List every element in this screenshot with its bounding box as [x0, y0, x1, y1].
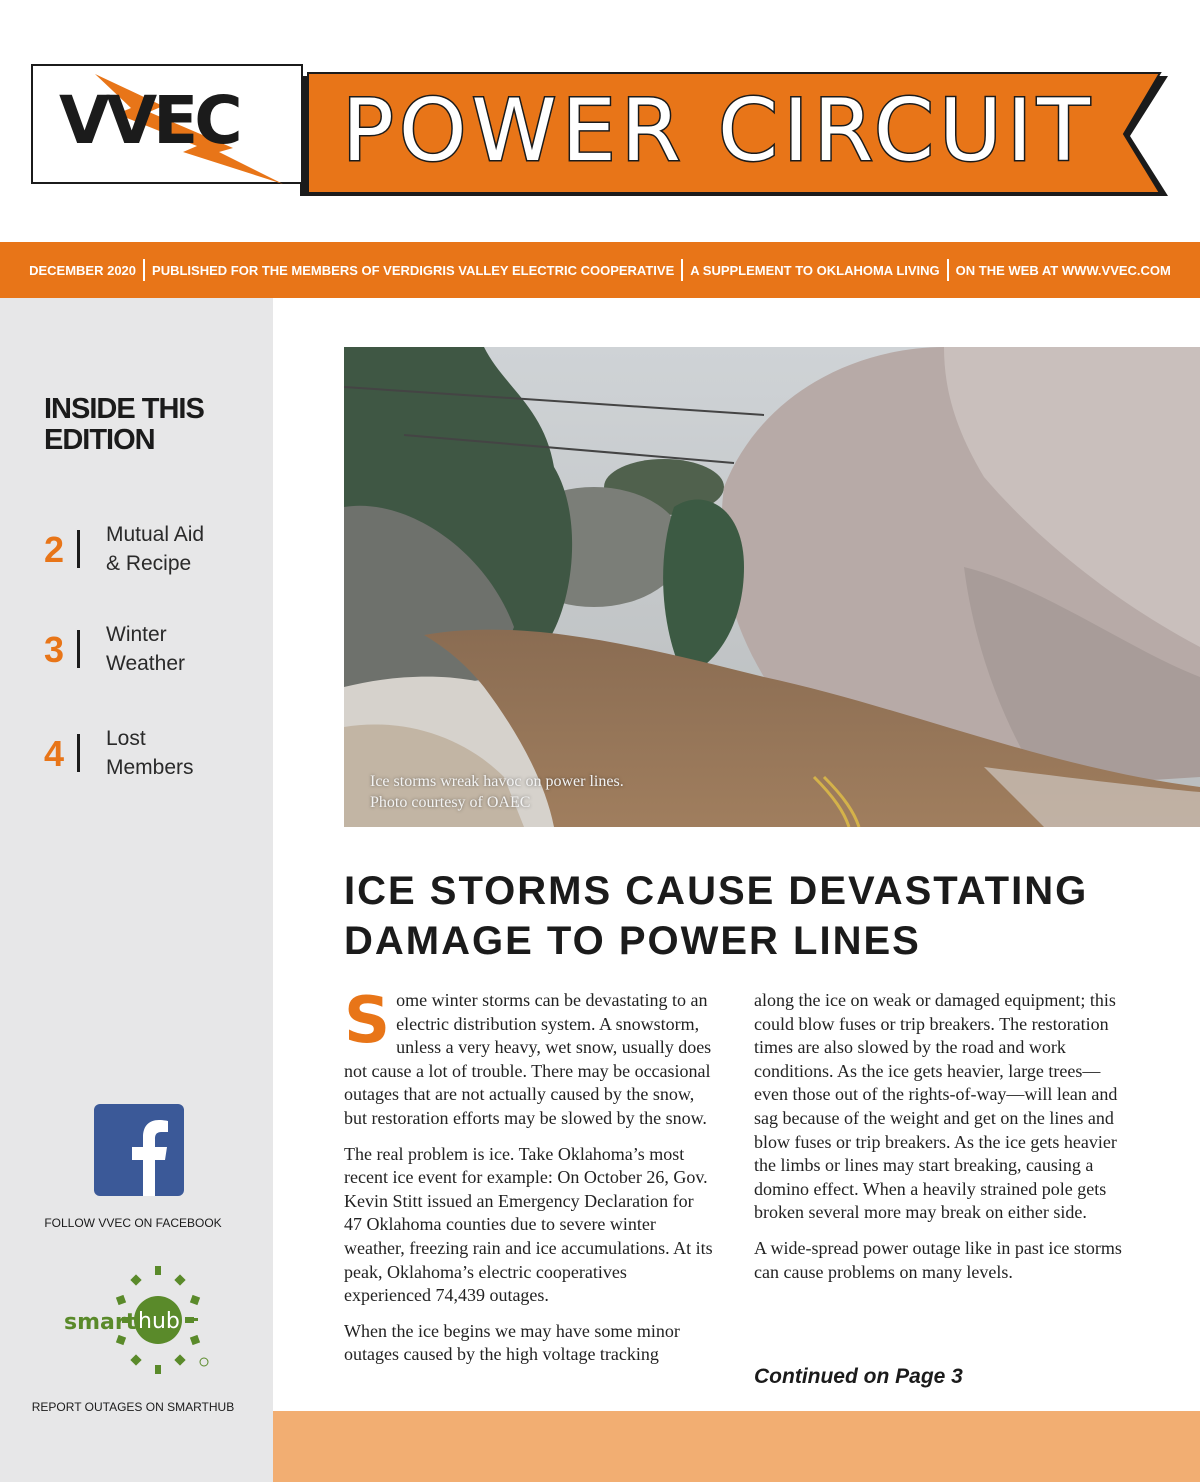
photo-caption [370, 771, 624, 813]
toc-item-page-4[interactable] [44, 724, 264, 784]
article-column-left [344, 984, 714, 1379]
smarthub-link[interactable] [30, 1264, 236, 1424]
masthead [0, 0, 1200, 242]
smarthub-logo-smart: smart [64, 1310, 137, 1335]
article-column-right [754, 989, 1124, 1296]
facebook-caption: FOLLOW VVEC ON FACEBOOK [44, 1216, 222, 1230]
smarthub-logo-hub: hub [138, 1309, 180, 1334]
facebook-icon[interactable] [94, 1104, 184, 1196]
issue-date: DECEMBER 2020 [29, 262, 137, 278]
toc-page-number: 3 [44, 629, 65, 670]
website-link[interactable]: ON THE WEB AT WWW.VVEC.COM [955, 262, 1171, 278]
toc-item-page-2[interactable] [44, 520, 264, 580]
toc-divider [77, 734, 80, 772]
toc-item-page-3[interactable] [44, 620, 264, 680]
toc-page-number: 4 [44, 733, 65, 774]
info-bar [0, 242, 1200, 298]
toc-divider [77, 530, 80, 568]
smarthub-caption: REPORT OUTAGES ON SMARTHUB [31, 1400, 235, 1414]
vvec-logo[interactable] [31, 64, 303, 184]
toc-title [106, 520, 266, 578]
article-paragraph-text: ome winter storms can be devastating to an electric distribution system. A snowstorm, unless a very heavy, wet snow, usually does not cause a lot of trouble. There may be occasional outages that are not actually caused by the snow, but restoration efforts may be slowed by the snow. [344, 990, 712, 1128]
publication-title: POWER CIRCUIT [342, 81, 1095, 181]
article-paragraph: The real problem is ice. Take Oklahoma’s most recent ice event for example: On October 26, Gov. Kevin Stitt issued an Emergency Declaration for 47 Oklahoma counties due to severe winter weather, freezing rain and ice accumulations. At its peak, Oklahoma’s electric cooperatives experienced 74,439 outages. [344, 1143, 713, 1306]
toc-title-line: Winter [106, 623, 167, 646]
article-paragraph: When the ice begins we may have some minor outages caused by the high voltage tracking [344, 1320, 680, 1365]
drop-cap: S [344, 984, 391, 1058]
toc-title [106, 724, 266, 782]
toc-title-line: Weather [106, 652, 185, 675]
toc-page-number: 2 [44, 529, 65, 570]
ice-storm-photo [344, 347, 1200, 827]
logo-text: VVEC [59, 82, 239, 159]
facebook-link[interactable] [30, 1104, 236, 1234]
sidebar [0, 298, 273, 1482]
toc-title-line: Lost [106, 727, 146, 750]
ice-storm-image [344, 347, 1200, 827]
inside-edition-heading: INSIDE THIS EDITION [44, 393, 204, 456]
photo-caption-credit: Photo courtesy of OAEC [370, 794, 531, 811]
toc-title-line: & Recipe [106, 552, 192, 575]
footer-bar [273, 1411, 1200, 1482]
continued-link[interactable]: Continued on Page 3 [754, 1365, 963, 1388]
toc-divider [77, 630, 80, 668]
photo-caption-line: Ice storms wreak havoc on power lines. [370, 773, 624, 790]
smarthub-logo[interactable] [58, 1264, 218, 1376]
article-paragraph: along the ice on weak or damaged equipment; this could blow fuses or trip breakers. The restoration times are also slowed by the road and work conditions. As the ice gets heavier, large trees—even those out of the rights-of-way—will lean and sag because of the weight and get on the lines and blow fuses or trip breakers. As the ice gets heavier the limbs or lines may start breaking, causing a domino effect. When a heavily strained pole gets broken several more may break on either side. [754, 990, 1118, 1223]
supplement-note: A SUPPLEMENT TO OKLAHOMA LIVING [690, 262, 940, 278]
toc-title-line: Mutual Aid [106, 523, 205, 546]
toc-title-line: Members [106, 756, 194, 779]
article-paragraph: A wide-spread power outage like in past ice storms can cause problems on many levels. [754, 1237, 1122, 1282]
article-paragraph [344, 984, 714, 1131]
publisher-note: PUBLISHED FOR THE MEMBERS OF VERDIGRIS VALLEY ELECTRIC COOPERATIVE [152, 262, 675, 278]
article-headline: ICE STORMS CAUSE DEVASTATING DAMAGE TO POWER LINES [344, 869, 1089, 963]
toc-title [106, 620, 266, 678]
